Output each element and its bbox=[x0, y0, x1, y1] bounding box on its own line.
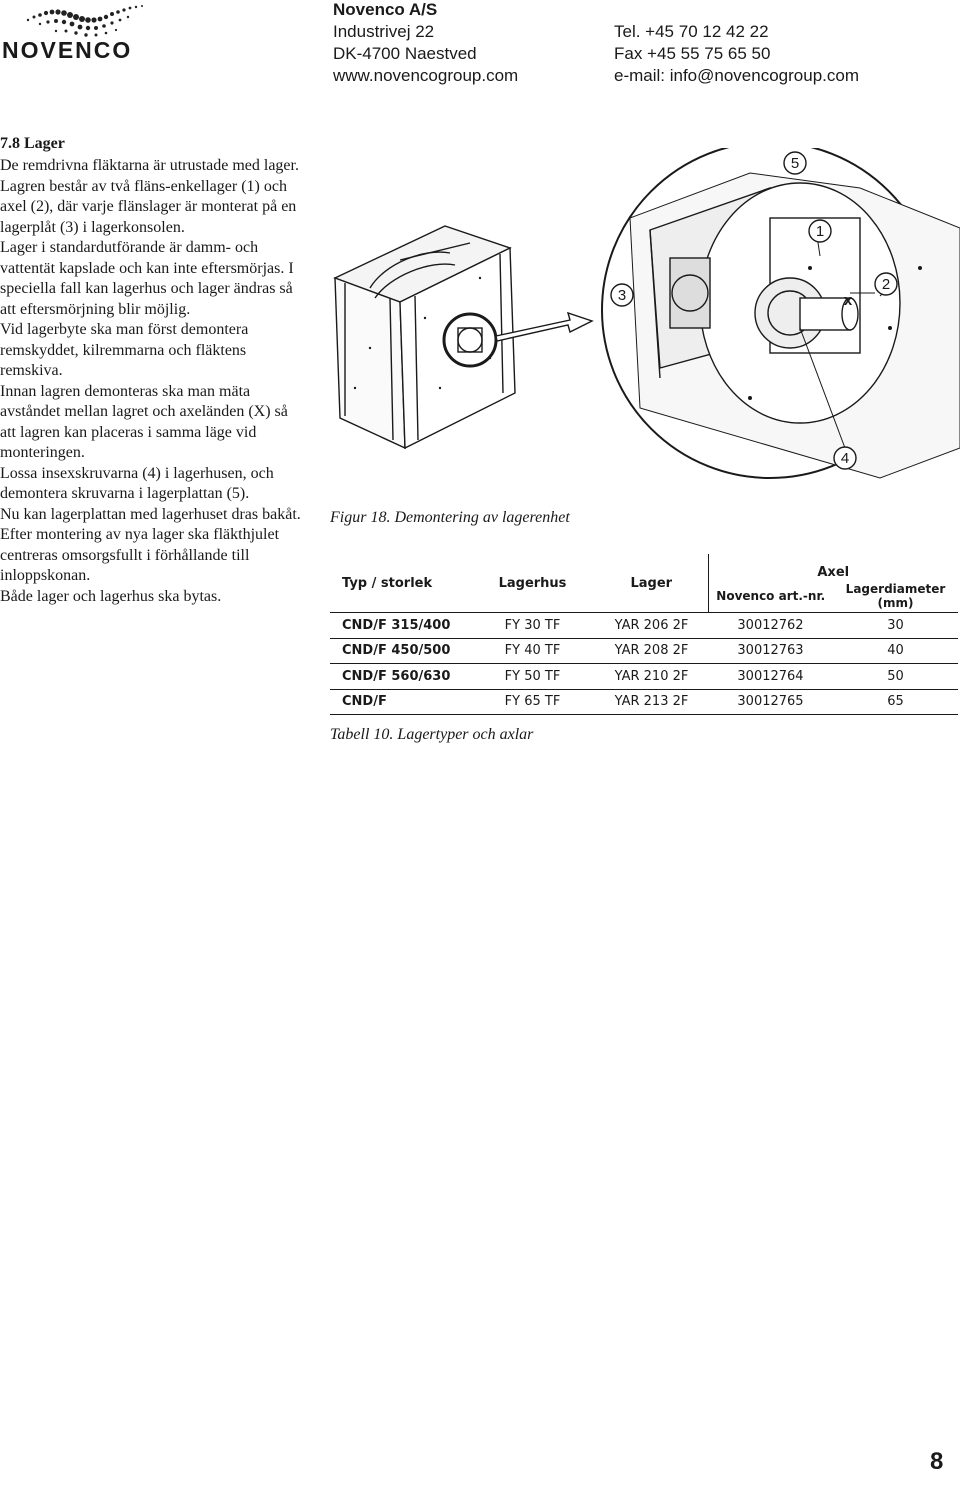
header-type: Typ / storlek bbox=[330, 554, 470, 613]
figure-caption: Figur 18. Demontering av lagerenhet bbox=[330, 509, 570, 526]
paragraph: Nu kan lagerplattan med lagerhuset dras bakåt. bbox=[0, 505, 301, 523]
callout-1: 1 bbox=[815, 223, 825, 240]
paragraph: Lagren består av två fläns-enkellager (1) och axel (2), där varje flänslager är monterat på en lagerplåt (3) i lagerkonsolen. bbox=[0, 177, 297, 236]
paragraph: Både lager och lagerhus ska bytas. bbox=[0, 587, 222, 605]
fan-housing-drawing bbox=[335, 226, 515, 448]
cell-diameter: 65 bbox=[833, 689, 958, 715]
callout-2: 2 bbox=[881, 276, 891, 293]
paragraph: Vid lagerbyte ska man först demontera remskyddet, kilremmarna och fläktens remskiva. bbox=[0, 321, 249, 379]
cell-housing: FY 30 TF bbox=[470, 613, 595, 639]
cell-diameter: 50 bbox=[833, 664, 958, 690]
logo-wordmark: NOVENCO bbox=[2, 37, 133, 63]
cell-type: CND/F 560/630 bbox=[330, 664, 470, 690]
address-line1: Industrivej 22 bbox=[333, 22, 435, 41]
section-title: 7.8 Lager bbox=[0, 135, 65, 152]
cell-type: CND/F 450/500 bbox=[330, 638, 470, 664]
paragraph: Innan lagren demonteras ska man mäta avståndet mellan lagret och axeländen (X) så att lagren kan placeras i samma läge vid monteringen. bbox=[0, 382, 288, 461]
cell-art-nr: 30012763 bbox=[708, 638, 833, 664]
header-diameter: Lagerdiameter (mm) bbox=[833, 580, 958, 613]
paragraph: Lager i standardutförande är damm- och vattentät kapslade och kan inte eftersmörjas. I speciella fall kan lagerhus och lager ändras så att eftersmörjning blir möjlig. bbox=[0, 239, 294, 318]
company-name: Novenco A/S bbox=[333, 0, 438, 19]
cell-bearing: YAR 208 2F bbox=[595, 638, 708, 664]
table-row bbox=[330, 638, 958, 664]
cell-bearing: YAR 213 2F bbox=[595, 689, 708, 715]
header-housing: Lagerhus bbox=[470, 554, 595, 613]
cell-art-nr: 30012765 bbox=[708, 689, 833, 715]
cell-type: CND/F bbox=[330, 689, 470, 715]
cell-type: CND/F 315/400 bbox=[330, 613, 470, 639]
cell-art-nr: 30012764 bbox=[708, 664, 833, 690]
cell-art-nr: 30012762 bbox=[708, 613, 833, 639]
page-number: 8 bbox=[930, 1448, 944, 1475]
cell-housing: FY 50 TF bbox=[470, 664, 595, 690]
header-art-nr: Novenco art.-nr. bbox=[708, 580, 833, 613]
fax-number: Fax +45 55 75 65 50 bbox=[614, 44, 771, 63]
callout-3: 3 bbox=[617, 287, 627, 304]
paragraph: De remdrivna fläktarna är utrustade med lager. bbox=[0, 157, 299, 174]
callout-5: 5 bbox=[790, 155, 800, 172]
contact-block bbox=[614, 21, 859, 87]
section-body bbox=[0, 156, 305, 607]
paragraph: Lossa insexskruvarna (4) i lagerhusen, och demontera skruvarna i lagerplattan (5). bbox=[0, 464, 274, 502]
table-row bbox=[330, 613, 958, 639]
table-row bbox=[330, 689, 958, 715]
novenco-logo bbox=[0, 0, 185, 70]
table-row bbox=[330, 664, 958, 690]
header-bearing: Lager bbox=[595, 554, 708, 613]
paragraph: Efter montering av nya lager ska fläkthjulet centreras omsorgsfullt i förhållande till inloppskonan. bbox=[0, 526, 280, 584]
cell-bearing: YAR 206 2F bbox=[595, 613, 708, 639]
cell-bearing: YAR 210 2F bbox=[595, 664, 708, 690]
address-line2: DK-4700 Naestved bbox=[333, 44, 477, 63]
bearing-detail-drawing bbox=[602, 148, 960, 478]
bearing-table bbox=[330, 554, 958, 715]
logo-wave-icon bbox=[27, 5, 143, 37]
cell-housing: FY 40 TF bbox=[470, 638, 595, 664]
cell-diameter: 30 bbox=[833, 613, 958, 639]
table-caption: Tabell 10. Lagertyper och axlar bbox=[330, 726, 534, 743]
callout-x: x bbox=[843, 292, 853, 309]
email-link[interactable]: e-mail: info@novencogroup.com bbox=[614, 66, 859, 85]
cell-diameter: 40 bbox=[833, 638, 958, 664]
website-link[interactable]: www.novencogroup.com bbox=[333, 66, 519, 85]
callout-4: 4 bbox=[840, 450, 850, 467]
bearing-figure bbox=[330, 148, 960, 503]
cell-housing: FY 65 TF bbox=[470, 689, 595, 715]
header-axel: Axel bbox=[708, 554, 958, 580]
phone-number: Tel. +45 70 12 42 22 bbox=[614, 22, 769, 41]
address-block bbox=[333, 21, 518, 87]
